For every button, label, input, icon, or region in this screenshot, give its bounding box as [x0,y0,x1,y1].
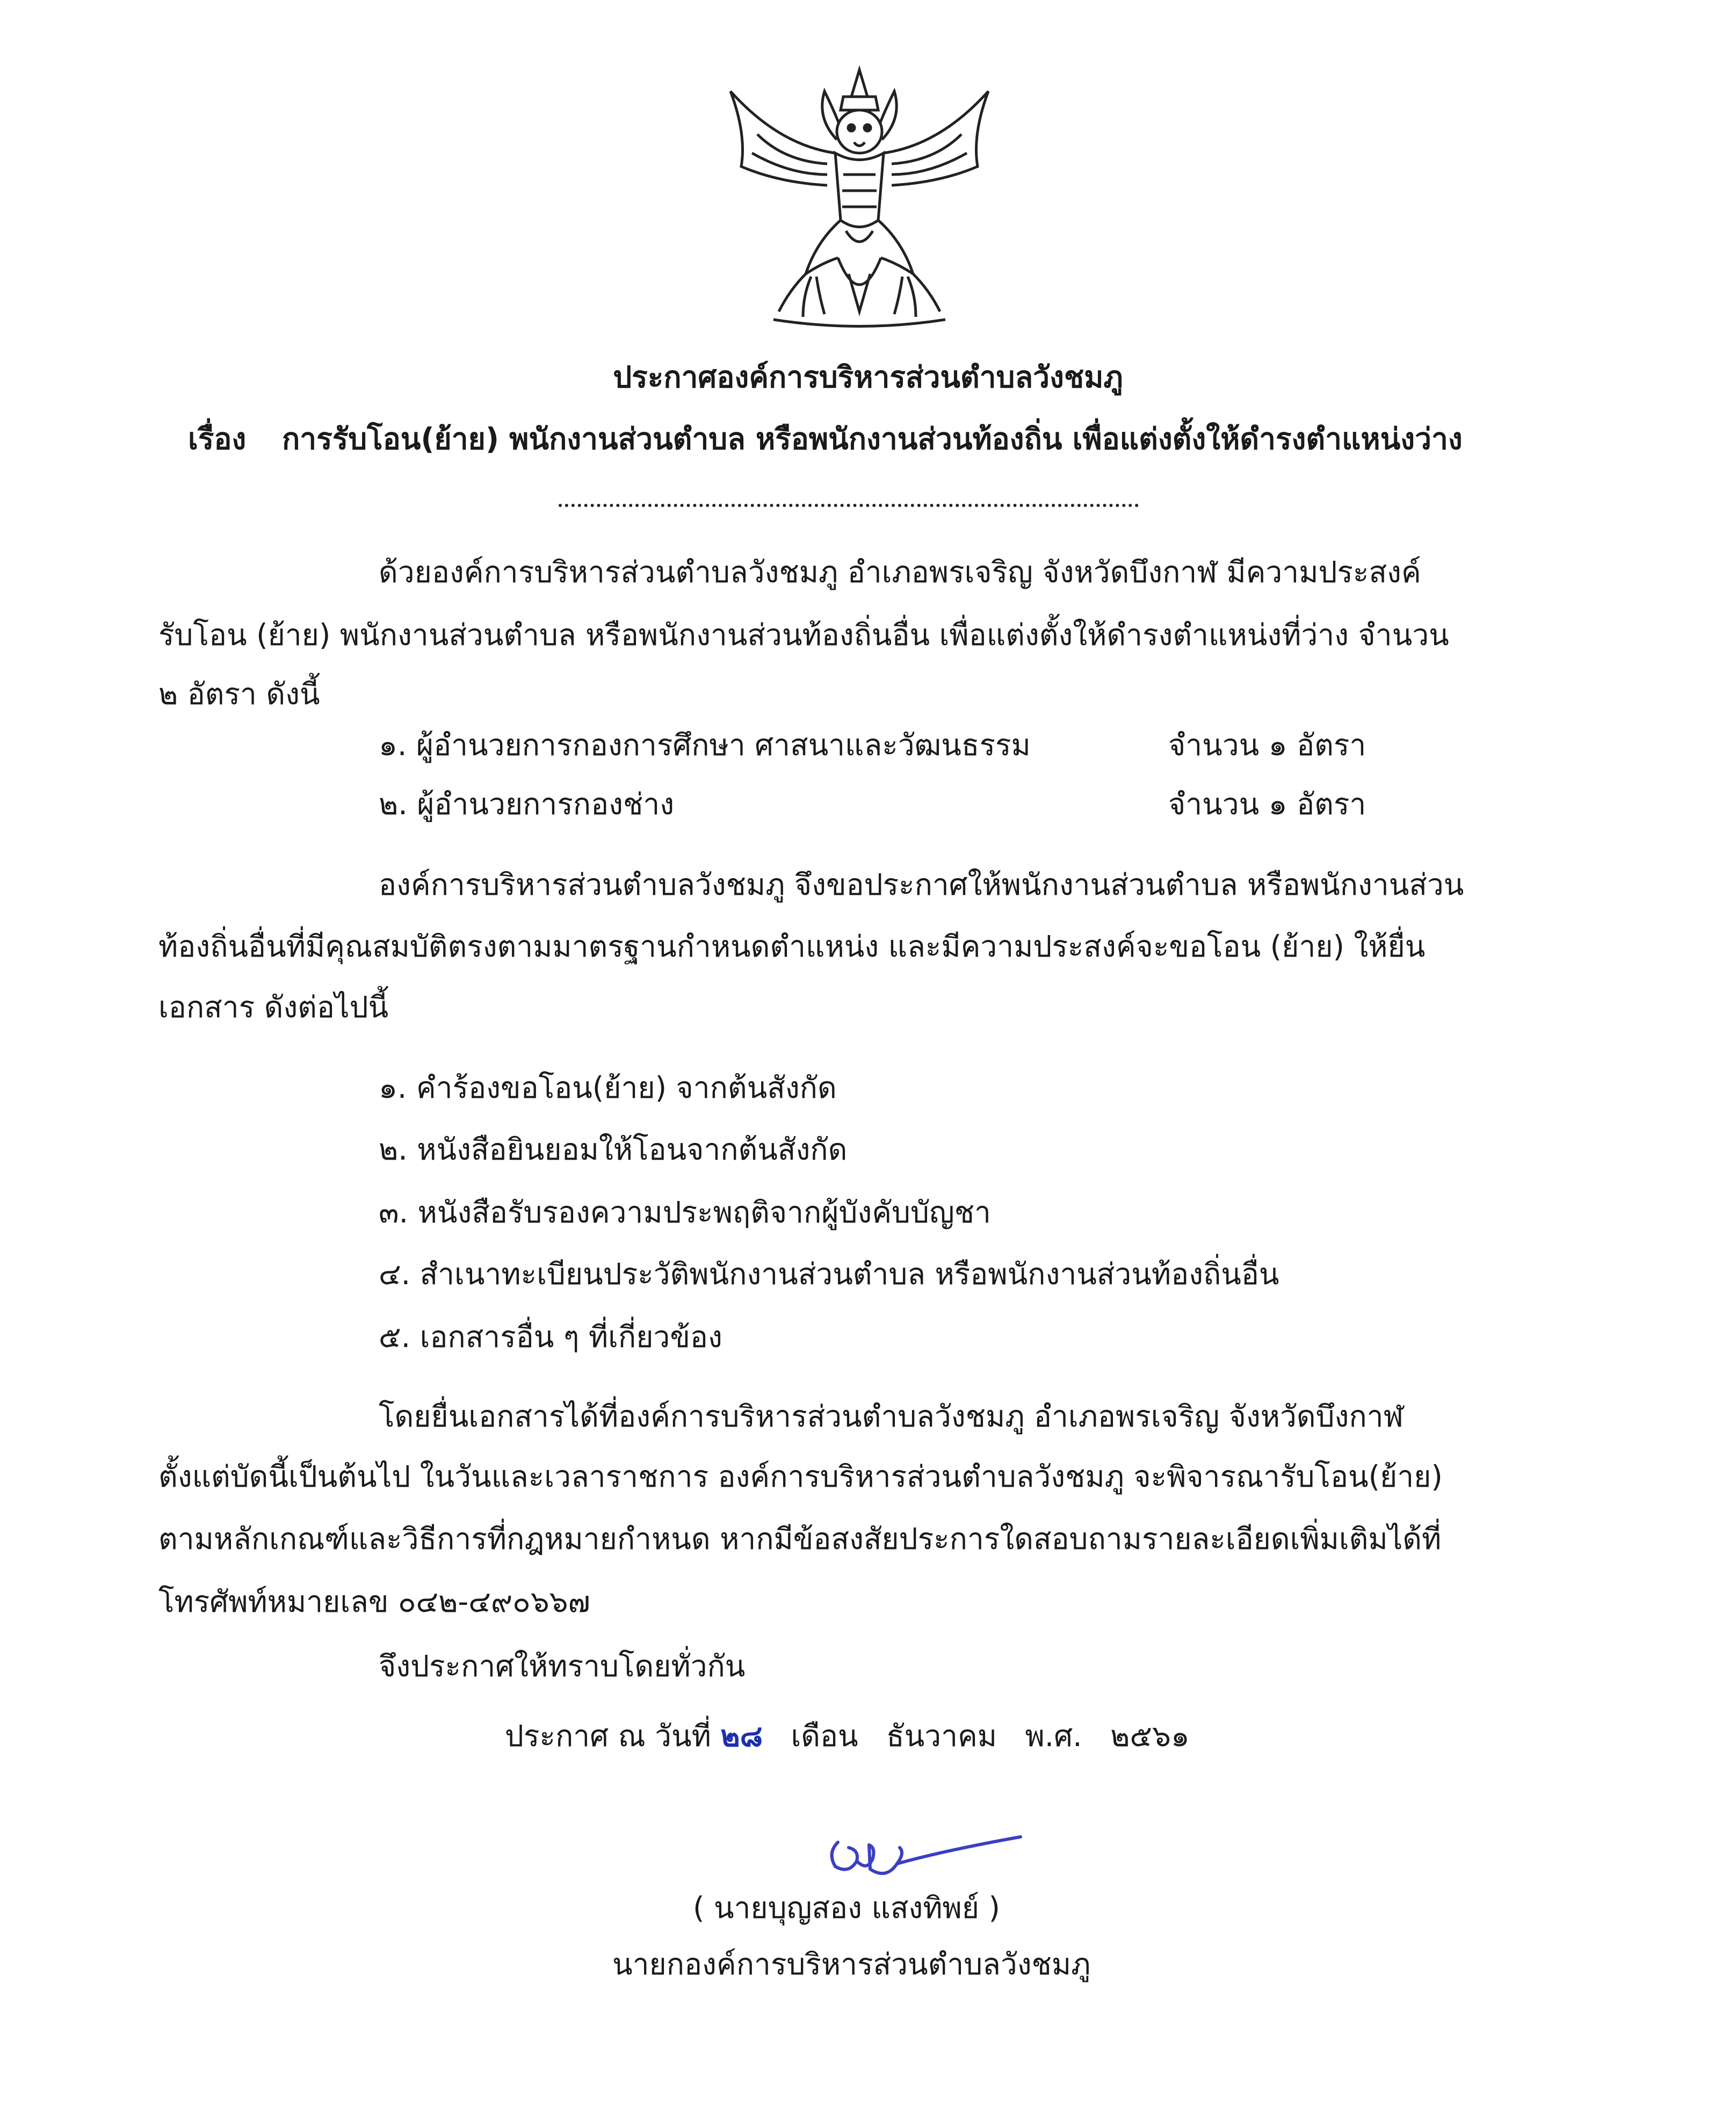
document-item: ๒. หนังสือยินยอมให้โอนจากต้นสังกัด [379,1132,848,1167]
submission-line: ตามหลักเกณฑ์และวิธีการที่กฎหมายกำหนด หากมีข้อสงสัยประการใดสอบถามรายละเอียดเพิ่มเติมได้ที่ [158,1522,1442,1556]
document-item: ๑. คำร้องขอโอน(ย้าย) จากต้นสังกัด [379,1070,837,1105]
subject-label: เรื่อง [188,422,247,456]
date-day: ๒๘ [720,1719,763,1753]
intro-line: รับโอน (ย้าย) พนักงานส่วนตำบล หรือพนักงานส่วนท้องถิ่นอื่น เพื่อแต่งตั้งให้ดำรงตำแหน่งที่ว่าง จำนวน [158,618,1449,652]
garuda-emblem-icon [698,59,1021,338]
document-item: ๕. เอกสารอื่น ๆ ที่เกี่ยวข้อง [379,1320,722,1354]
intro-line: ด้วยองค์การบริหารส่วนตำบลวังชมภู อำเภอพรเจริญ จังหวัดบึงกาฬ มีความประสงค์ [379,555,1421,589]
subject-text: การรับโอน(ย้าย) พนักงานส่วนตำบล หรือพนักงานส่วนท้องถิ่น เพื่อแต่งตั้งให้ดำรงตำแหน่งว่าง [282,422,1463,456]
signatory-position: นายกองค์การบริหารส่วนตำบลวังชมภู [612,1947,1091,1981]
page-title: ประกาศองค์การบริหารส่วนตำบลวังชมภู [613,360,1123,394]
closing-text: จึงประกาศให้ทราบโดยทั่วกัน [379,1649,746,1683]
date-month-label: เดือน [791,1719,858,1753]
intro-line: ๒ อัตรา ดังนี้ [158,677,320,711]
title-divider [559,504,1139,507]
date-prefix: ประกาศ ณ วันที่ [505,1719,711,1753]
date-line [505,1721,1190,1751]
submission-line: ตั้งแต่บัดนี้เป็นต้นไป ในวันและเวลาราชการ องค์การบริหารส่วนตำบลวังชมภู จะพิจารณารับโอน(ย้าย) [158,1459,1443,1494]
submission-line: โดยยื่นเอกสารได้ที่องค์การบริหารส่วนตำบลวังชมภู อำเภอพรเจริญ จังหวัดบึงกาฬ [379,1399,1404,1434]
requirements-line: องค์การบริหารส่วนตำบลวังชมภู จึงขอประกาศให้พนักงานส่วนตำบล หรือพนักงานส่วน [379,867,1464,902]
position-item: ๒. ผู้อำนวยการกองช่าง [379,787,675,821]
handwritten-signature [806,1821,1031,1891]
document-item: ๔. สำเนาทะเบียนประวัติพนักงานส่วนตำบล หรือพนักงานส่วนท้องถิ่นอื่น [379,1257,1279,1291]
position-item: ๑. ผู้อำนวยการกองการศึกษา ศาสนาและวัฒนธรรม [379,728,1031,762]
document-item: ๓. หนังสือรับรองความประพฤติจากผู้บังคับบัญชา [379,1195,991,1229]
submission-line: โทรศัพท์หมายเลข ๐๔๒-๔๙๐๖๖๗ [158,1584,590,1619]
position-count: จำนวน ๑ อัตรา [1168,728,1366,762]
date-year-label: พ.ศ. [1025,1719,1082,1753]
requirements-line: ท้องถิ่นอื่นที่มีคุณสมบัติตรงตามมาตรฐานกำหนดตำแหน่ง และมีความประสงค์จะขอโอน (ย้าย) ให้ยื่น [158,929,1426,964]
signatory-name: ( นายบุญสอง แสงทิพย์ ) [693,1891,1000,1925]
position-count: จำนวน ๑ อัตรา [1168,787,1366,821]
date-month: ธันวาคม [886,1719,997,1753]
date-year: ๒๕๖๑ [1110,1719,1190,1753]
requirements-line: เอกสาร ดังต่อไปนี้ [158,990,389,1024]
